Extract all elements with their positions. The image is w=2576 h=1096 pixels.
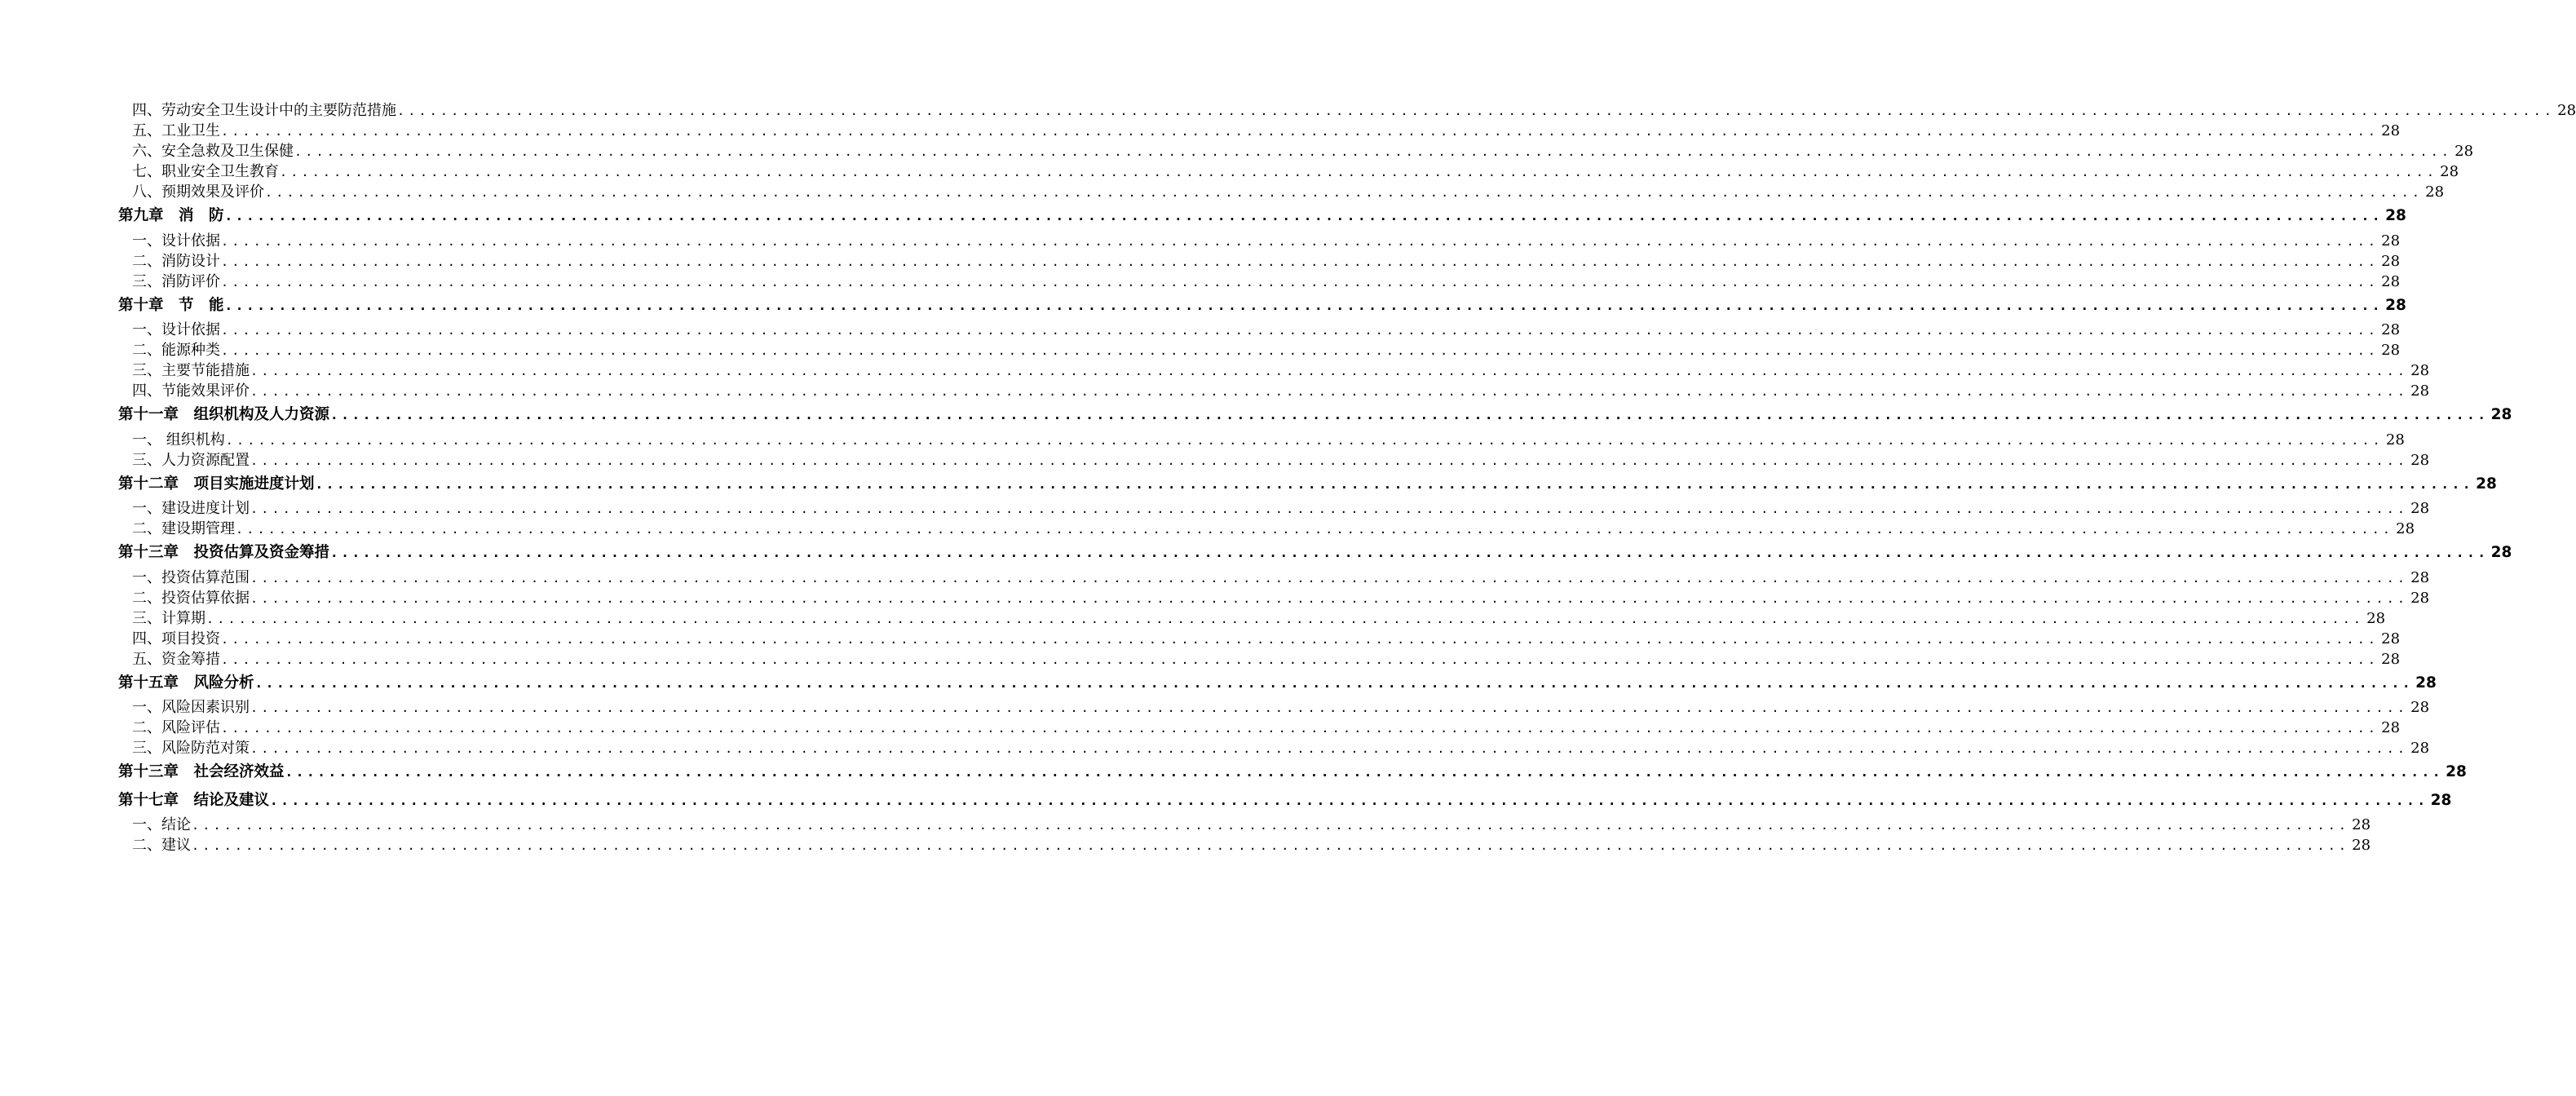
- toc-page-number: 28: [2385, 431, 2405, 449]
- toc-page-number: 28: [2352, 816, 2371, 833]
- toc-section-entry[interactable]: [118, 182, 2445, 202]
- toc-dot-leader: ........................................................................................................................................................................................................: [250, 590, 2409, 606]
- toc-section-entry[interactable]: [118, 360, 2430, 381]
- toc-entry-title: 一、设计依据: [132, 321, 220, 338]
- toc-entry-title: 七、职业安全卫生教育: [132, 163, 279, 180]
- toc-section-entry[interactable]: [118, 141, 2474, 161]
- toc-entry-title: 第十二章 项目实施进度计划: [118, 475, 315, 493]
- toc-page-number: 28: [2381, 342, 2401, 359]
- toc-dot-leader: ........................................................................................................................................................................................................: [250, 384, 2409, 399]
- toc-entry-title: 一、风险因素识别: [132, 699, 250, 716]
- toc-section-entry[interactable]: [118, 161, 2459, 182]
- toc-dot-leader: ........................................................................................................................................................................................................: [250, 700, 2409, 715]
- toc-section-entry[interactable]: [118, 430, 2405, 450]
- toc-section-entry[interactable]: [118, 608, 2386, 629]
- toc-dot-leader: ........................................................................................................................................................................................................: [221, 233, 2379, 249]
- toc-section-entry[interactable]: [118, 100, 2576, 121]
- toc-entry-title: 四、节能效果评价: [132, 382, 250, 400]
- toc-dot-leader: ........................................................................................................................................................................................................: [225, 432, 2384, 448]
- toc-entry-title: 一、结论: [132, 816, 191, 833]
- toc-section-entry[interactable]: [118, 718, 2401, 738]
- toc-section-entry[interactable]: [118, 568, 2430, 588]
- toc-section-entry[interactable]: [118, 835, 2371, 855]
- toc-entry-title: 第九章 消 防: [118, 207, 224, 224]
- toc-page-number: 28: [2381, 630, 2401, 647]
- toc-dot-leader: ........................................................................................................................................................................................................: [250, 502, 2409, 516]
- toc-dot-leader: ........................................................................................................................................................................................................: [250, 570, 2409, 586]
- toc-page-number: 28: [2425, 183, 2445, 201]
- toc-entry-title: 三、人力资源配置: [132, 451, 250, 469]
- toc-page-number: 28: [2557, 102, 2576, 119]
- toc-entry-title: 二、建议: [132, 837, 191, 854]
- toc-page-number: 28: [2415, 674, 2437, 692]
- toc-dot-leader: ........................................................................................................................................................................................................: [315, 475, 2474, 492]
- toc-dot-leader: ........................................................................................................................................................................................................: [250, 364, 2409, 378]
- toc-entry-title: 五、资金筹措: [132, 650, 220, 668]
- toc-dot-leader: ........................................................................................................................................................................................................: [330, 545, 2489, 560]
- toc-page-number: 28: [2410, 500, 2430, 517]
- toc-section-entry[interactable]: [118, 381, 2430, 401]
- toc-dot-leader: ........................................................................................................................................................................................................: [285, 764, 2444, 780]
- toc-entry-title: 一、设计依据: [132, 232, 220, 250]
- toc-page-number: 28: [2446, 763, 2467, 780]
- toc-section-entry[interactable]: [118, 815, 2371, 835]
- toc-section-entry[interactable]: [118, 629, 2401, 649]
- toc-dot-leader: ........................................................................................................................................................................................................: [221, 343, 2379, 358]
- toc-chapter-entry[interactable]: [118, 787, 2452, 815]
- toc-page-number: 28: [2410, 451, 2430, 469]
- toc-section-entry[interactable]: [118, 231, 2401, 251]
- toc-section-entry[interactable]: [118, 498, 2430, 519]
- toc-page-number: 28: [2381, 650, 2401, 668]
- toc-page-number: 28: [2381, 272, 2401, 290]
- toc-page-number: 28: [2381, 252, 2401, 270]
- toc-page-number: 28: [2381, 321, 2401, 338]
- toc-chapter-entry[interactable]: [118, 292, 2406, 320]
- toc-dot-leader: ........................................................................................................................................................................................................: [221, 254, 2379, 269]
- toc-entry-title: 二、建设期管理: [132, 520, 235, 537]
- toc-chapter-entry[interactable]: [118, 670, 2437, 698]
- toc-section-entry[interactable]: [118, 738, 2430, 758]
- toc-entry-title: 五、工业卫生: [132, 122, 220, 139]
- toc-dot-leader: ........................................................................................................................................................................................................: [265, 185, 2424, 200]
- toc-section-entry[interactable]: [118, 588, 2430, 608]
- table-of-contents: [118, 100, 2576, 855]
- toc-section-entry[interactable]: [118, 121, 2401, 141]
- toc-page-number: 28: [2490, 406, 2512, 423]
- toc-entry-title: 第十一章 组织机构及人力资源: [118, 406, 330, 423]
- toc-dot-leader: ........................................................................................................................................................................................................: [192, 818, 2350, 833]
- toc-dot-leader: ........................................................................................................................................................................................................: [221, 652, 2379, 667]
- toc-chapter-entry[interactable]: [118, 471, 2497, 499]
- toc-dot-leader: ........................................................................................................................................................................................................: [250, 741, 2409, 756]
- toc-dot-leader: ........................................................................................................................................................................................................: [192, 838, 2350, 853]
- toc-dot-leader: ........................................................................................................................................................................................................: [221, 274, 2379, 289]
- toc-entry-title: 二、投资估算依据: [132, 589, 250, 607]
- toc-entry-title: 三、主要节能措施: [132, 362, 250, 379]
- toc-section-entry[interactable]: [118, 272, 2401, 292]
- toc-page-number: 28: [2385, 296, 2406, 314]
- toc-section-entry[interactable]: [118, 697, 2430, 718]
- toc-entry-title: 二、风险评估: [132, 719, 220, 736]
- toc-chapter-entry[interactable]: [118, 539, 2512, 568]
- toc-entry-title: 一、 组织机构: [132, 431, 225, 449]
- toc-dot-leader: ........................................................................................................................................................................................................: [221, 721, 2379, 736]
- toc-page-number: 28: [2410, 740, 2430, 757]
- toc-page-number: 28: [2381, 122, 2401, 139]
- toc-page-number: 28: [2410, 699, 2430, 716]
- toc-section-entry[interactable]: [118, 320, 2401, 340]
- toc-page-number: 28: [2454, 143, 2474, 160]
- toc-entry-title: 八、预期效果及评价: [132, 183, 264, 201]
- toc-dot-leader: ........................................................................................................................................................................................................: [224, 297, 2384, 313]
- toc-page-number: 28: [2476, 475, 2497, 493]
- toc-entry-title: 四、项目投资: [132, 630, 220, 647]
- toc-dot-leader: ........................................................................................................................................................................................................: [236, 522, 2394, 537]
- toc-dot-leader: ........................................................................................................................................................................................................: [397, 104, 2556, 118]
- toc-entry-title: 三、消防评价: [132, 272, 220, 290]
- toc-page-number: 28: [2410, 362, 2430, 379]
- toc-page-number: 28: [2410, 382, 2430, 400]
- toc-page-number: 28: [2385, 207, 2406, 224]
- toc-entry-title: 二、能源种类: [132, 342, 220, 359]
- toc-entry-title: 第十章 节 能: [118, 296, 224, 314]
- toc-section-entry[interactable]: [118, 519, 2415, 539]
- toc-dot-leader: ........................................................................................................................................................................................................: [270, 792, 2428, 808]
- toc-entry-title: 六、安全急救及卫生保健: [132, 143, 294, 160]
- toc-dot-leader: ........................................................................................................................................................................................................: [206, 611, 2365, 626]
- toc-dot-leader: ........................................................................................................................................................................................................: [280, 165, 2438, 179]
- toc-dot-leader: ........................................................................................................................................................................................................: [221, 323, 2379, 338]
- toc-page-number: 28: [2410, 568, 2430, 586]
- toc-entry-title: 第十三章 投资估算及资金筹措: [118, 544, 330, 561]
- toc-entry-title: 二、消防设计: [132, 252, 220, 270]
- toc-entry-title: 第十七章 结论及建议: [118, 791, 270, 809]
- toc-page-number: 28: [2381, 719, 2401, 736]
- toc-section-entry[interactable]: [118, 450, 2430, 471]
- toc-entry-title: 三、计算期: [132, 609, 205, 627]
- toc-page-number: 28: [2352, 837, 2371, 854]
- toc-page-number: 28: [2440, 163, 2459, 180]
- toc-page-number: 28: [2490, 544, 2512, 561]
- toc-entry-title: 三、风险防范对策: [132, 740, 250, 757]
- toc-entry-title: 第十三章 社会经济效益: [118, 763, 285, 780]
- toc-page-number: 28: [2381, 232, 2401, 250]
- toc-section-entry[interactable]: [118, 340, 2401, 360]
- toc-entry-title: 一、投资估算范围: [132, 568, 250, 586]
- toc-page-number: 28: [2410, 589, 2430, 607]
- toc-dot-leader: ........................................................................................................................................................................................................: [330, 407, 2489, 422]
- toc-dot-leader: ........................................................................................................................................................................................................: [294, 144, 2453, 159]
- toc-section-entry[interactable]: [118, 251, 2401, 272]
- toc-dot-leader: ........................................................................................................................................................................................................: [224, 208, 2384, 223]
- toc-chapter-entry[interactable]: [118, 202, 2406, 231]
- toc-chapter-entry[interactable]: [118, 758, 2467, 787]
- toc-dot-leader: ........................................................................................................................................................................................................: [254, 674, 2414, 691]
- toc-entry-title: 第十五章 风险分析: [118, 674, 254, 692]
- toc-entry-title: 一、建设进度计划: [132, 500, 250, 517]
- toc-page-number: 28: [2396, 520, 2415, 537]
- toc-section-entry[interactable]: [118, 649, 2401, 670]
- toc-entry-title: 四、劳动安全卫生设计中的主要防范措施: [132, 102, 396, 119]
- toc-page-number: 28: [2430, 791, 2452, 809]
- toc-dot-leader: ........................................................................................................................................................................................................: [221, 631, 2379, 647]
- toc-page-number: 28: [2366, 609, 2386, 627]
- toc-dot-leader: ........................................................................................................................................................................................................: [221, 124, 2379, 139]
- toc-chapter-entry[interactable]: [118, 401, 2512, 430]
- toc-dot-leader: ........................................................................................................................................................................................................: [250, 453, 2409, 468]
